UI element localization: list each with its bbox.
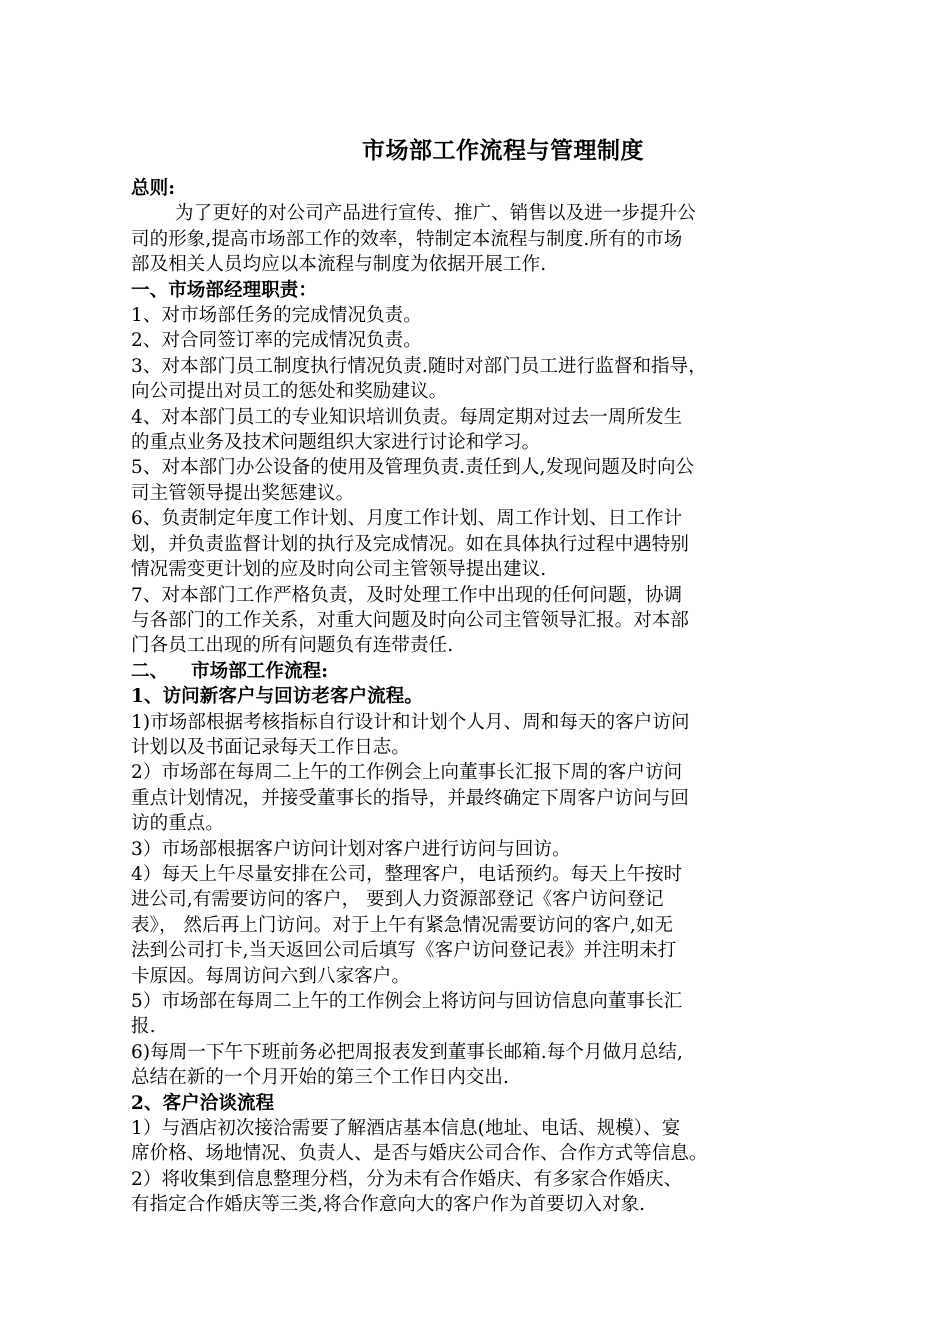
section-title: 市场部工作流程: bbox=[191, 660, 329, 682]
general-heading: 总则: bbox=[131, 178, 176, 199]
visit-flow-line: 重点计划情况，并接受董事长的指导，并最终确定下周客户访问与回 bbox=[131, 787, 690, 809]
visit-flow-line: 计划以及书面记录每天工作日志。 bbox=[131, 736, 411, 758]
document-title: 市场部工作流程与管理制度 bbox=[362, 137, 644, 164]
visit-flow-line: 2）市场部在每周二上午的工作例会上向董事长汇报下周的客户访问 bbox=[131, 762, 683, 784]
negotiation-flow-line: 席价格、场地情况、负责人、是否与婚庆公司合作、合作方式等信息。 bbox=[131, 1143, 708, 1165]
general-paragraph-line: 部及相关人员均应以本流程与制度为依据开展工作. bbox=[131, 254, 547, 276]
manager-duty-line: 向公司提出对员工的惩处和奖励建议。 bbox=[131, 381, 448, 403]
section-heading-manager-duties: 一、市场部经理职责： bbox=[131, 279, 318, 301]
manager-duty-line: 5、对本部门办公设备的使用及管理负责.责任到人,发现问题及时向公 bbox=[131, 457, 695, 479]
visit-flow-line: 进公司,有需要访问的客户， 要到人力资源部登记《客户访问登记 bbox=[131, 889, 664, 911]
visit-flow-line: 3）市场部根据客户访问计划对客户进行访问与回访。 bbox=[131, 838, 571, 860]
visit-flow-line: 5）市场部在每周二上午的工作例会上将访问与回访信息向董事长汇 bbox=[131, 991, 683, 1012]
manager-duty-line: 划，并负责监督计划的执行及完成情况。如在具体执行过程中遇特别 bbox=[131, 533, 690, 555]
visit-flow-line: 总结在新的一个月开始的第三个工作日内交出. bbox=[131, 1067, 509, 1089]
manager-duty-line: 4、对本部门员工的专业知识培训负责。每周定期对过去一周所发生 bbox=[131, 406, 683, 428]
negotiation-flow-line: 1）与酒店初次接洽需要了解酒店基本信息(地址、电话、规模）、宴 bbox=[131, 1118, 681, 1140]
general-paragraph-line: 为了更好的对公司产品进行宣传、推广、销售以及进一步提升公 bbox=[175, 203, 696, 225]
manager-duty-line: 司主管领导提出奖惩建议。 bbox=[131, 482, 355, 504]
visit-flow-line: 访的重点。 bbox=[131, 813, 225, 835]
manager-duty-line: 门各员工出现的所有问题负有连带责任. bbox=[131, 635, 454, 657]
visit-flow-line: 卡原因。每周访问六到八家客户。 bbox=[131, 965, 411, 987]
section-heading-workflow bbox=[131, 659, 815, 684]
manager-duty-line: 与各部门的工作关系，对重大问题及时向公司主管领导汇报。对本部 bbox=[131, 609, 690, 631]
manager-duty-line: 7、对本部门工作严格负责，及时处理工作中出现的任何问题，协调 bbox=[131, 584, 683, 606]
negotiation-flow-line: 有指定合作婚庆等三类,将合作意向大的客户作为首要切入对象. bbox=[131, 1194, 646, 1216]
visit-flow-line: 报. bbox=[131, 1016, 156, 1038]
document-page bbox=[131, 136, 815, 1218]
manager-duty-line: 2、对合同签订率的完成情况负责。 bbox=[131, 330, 422, 352]
visit-flow-line: 法到公司打卡,当天返回公司后填写《客户访问登记表》并注明未打 bbox=[131, 940, 677, 962]
general-paragraph-line: 司的形象,提高市场部工作的效率，特制定本流程与制度.所有的市场 bbox=[131, 228, 683, 250]
visit-flow-line: 1)市场部根据考核指标自行设计和计划个人月、周和每天的客户访问 bbox=[131, 711, 690, 733]
visit-flow-line: 6)每周一下午下班前务必把周报表发到董事长邮箱.每个月做月总结, bbox=[131, 1041, 683, 1063]
manager-duty-line: 1、对市场部任务的完成情况负责。 bbox=[131, 305, 422, 327]
section-number: 二、 bbox=[131, 660, 169, 682]
visit-flow-line: 4）每天上午尽量安排在公司，整理客户，电话预约。每天上午按时 bbox=[131, 863, 683, 885]
manager-duty-line: 的重点业务及技术问题组织大家进行讨论和学习。 bbox=[131, 432, 541, 454]
manager-duty-line: 3、对本部门员工制度执行情况负责.随时对部门员工进行监督和指导， bbox=[131, 355, 707, 377]
manager-duty-line: 情况需变更计划的应及时向公司主管领导提出建议. bbox=[131, 559, 547, 581]
subsection-heading-negotiation: 2、客户洽谈流程 bbox=[131, 1092, 275, 1114]
subsection-heading-visits: 1、访问新客户与回访老客户流程。 bbox=[131, 686, 423, 708]
visit-flow-line: 表》， 然后再上门访问。对于上午有紧急情况需要访问的客户,如无 bbox=[131, 914, 674, 936]
manager-duty-line: 6、负责制定年度工作计划、月度工作计划、周工作计划、日工作计 bbox=[131, 508, 683, 530]
negotiation-flow-line: 2）将收集到信息整理分档，分为未有合作婚庆、有多家合作婚庆、 bbox=[131, 1168, 683, 1190]
